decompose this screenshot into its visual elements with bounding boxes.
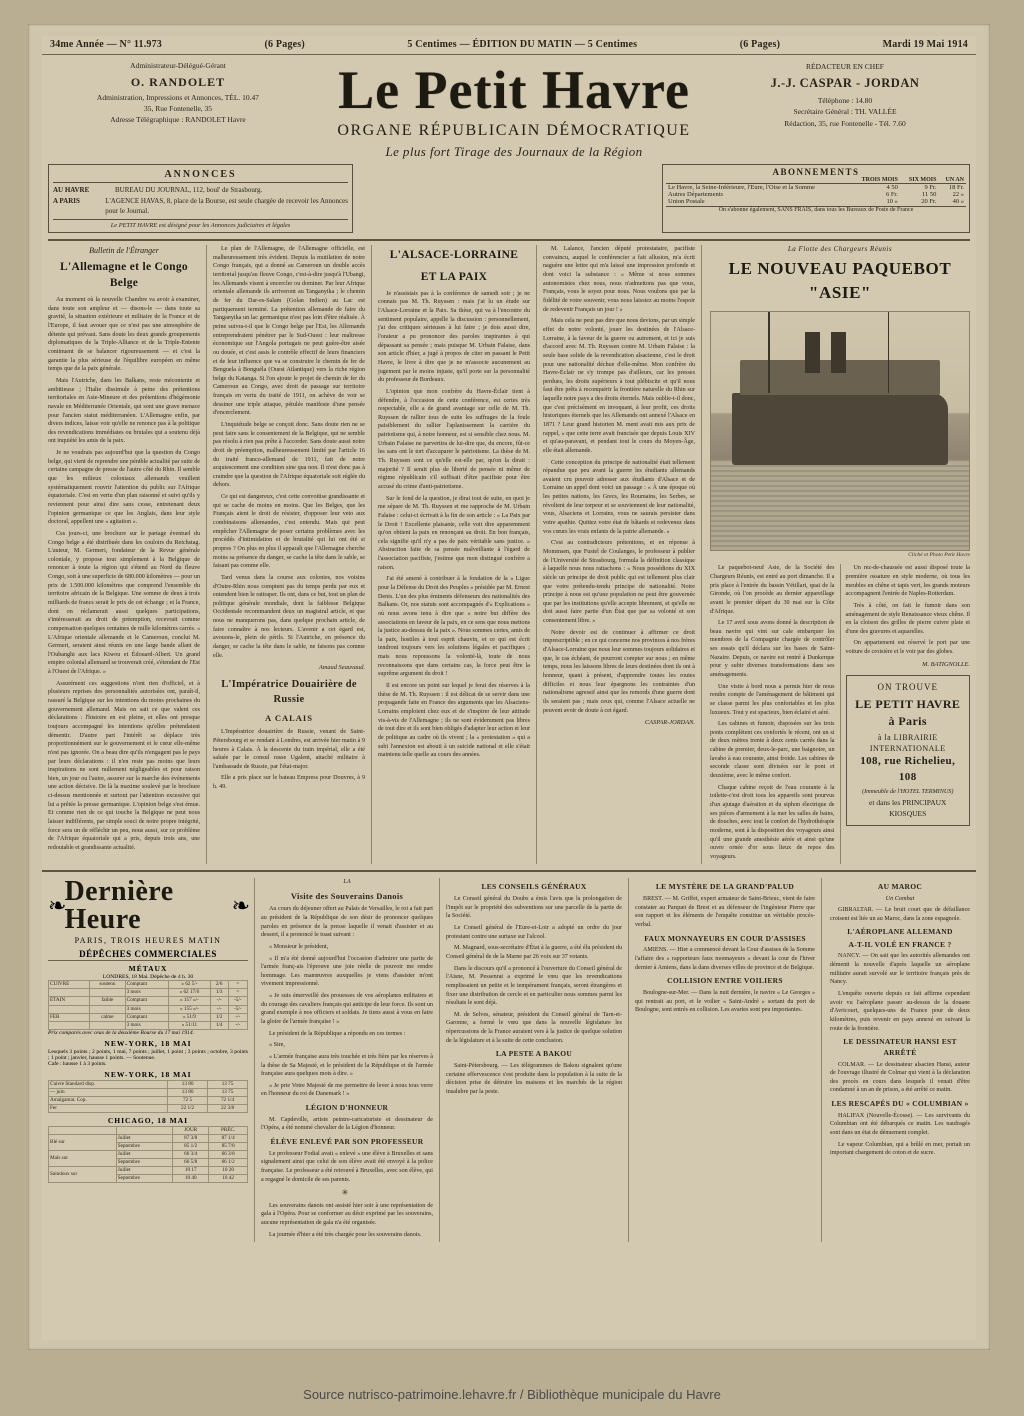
table-row xyxy=(49,997,248,1005)
ny-b: 22 3/8 xyxy=(208,1104,248,1112)
chicago-month: Juillet xyxy=(116,1134,172,1142)
chicago-a: 87 3/8 xyxy=(173,1134,209,1142)
paragraph: Un rez-de-chaussée est aussi disposé toute la première ossature en style moderne, où tous les meubles en chêne et tapis vert, les grands moteurs accompagnent l'entrée de Naples-Rotterdam. xyxy=(845,565,970,598)
paragraph: La journée d'hier a été très chargée pour les souverains danois. xyxy=(269,1231,422,1238)
table-header-row xyxy=(49,1126,248,1134)
sea-decoration xyxy=(711,465,969,551)
admin-line-1: Administration, Impressions et Annonces, TÉL. 10.47 xyxy=(96,93,260,103)
paragraph: Ce qui est dangereux, c'est cette convoitise grandissante et qui se cache de moins en moins. Que les Belges, que les Français aient le droit de résister, d'opposer leur veto aux combinaisons allemandes, c'est entendu. Mais qui peut empêcher l'Allemagne de poser certains problèmes avec les procédés d'intimidation et de brutalité qui lui ont été si propres ? On plus en plus il apparaît que l'Allemagne cherche moins sa présence du danger, se cache la tête dans le sable, se faisant pas comme elle. xyxy=(213,494,365,570)
paragraph: Les cabines et fumoir, disposées sur les trois ponts complètent ces confortés le récent, ont un si de deux mètres trente à deux cents carrés dans la cabine de premier, deux-le-parc, une baignoire, un lavabo à eau courante, ainsi froide. Les cabines de seconde classe sont divisées sur le pont et deuxième, avec le même confort. xyxy=(710,721,835,780)
metal-value: « 51/9 xyxy=(168,1013,210,1021)
abo-v-1-1: 4 50 xyxy=(886,184,898,192)
chicago-b: 66 1/2 xyxy=(209,1158,248,1166)
abonnements-title: ABONNEMENTS xyxy=(772,167,860,178)
ad-line-3: à la LIBRAIRIE INTERNATIONALE xyxy=(869,732,946,753)
chicago-month: Septembre xyxy=(116,1174,172,1182)
chicago-b: 87 1/4 xyxy=(209,1134,248,1142)
ship-funnel-icon xyxy=(805,332,820,373)
metal-hausse: 2/6 xyxy=(210,981,228,989)
grand-palud-headline: LE MYSTÈRE DE LA GRAND'PALUD xyxy=(655,882,795,892)
paragraph: Le plan de l'Allemagne, de l'Allemagne officielle, est malheureusement très évident. Depuis la mutilation de notre Congo français, qui a donné au Cameroun un double accès territorial jusqu'au fleuve Congo, c'est-à-dire jusqu'à l'Ubangi, les Allemands visent à encercler ou dominer. Par leur Afrique orientale allemande ils arriveront au Tanganyika ; le chemin de fer du Dar-es-Salam (Golan Indien) au Lac est partiquement terminé. La prétention allemande de faire du Tanganyika un lac germanique n'est pas loin d'être réalisée. À peine suivra-t-il que le Congo belge par l'Est, les Allemands entreprendraient pénétrer par le Sud-Ouest : leur maîtresse économique sur l'Angola portugais ne peut guère-être aisée ou douée, et c'est assis le contrôle effectif de leurs financiers et de leur influence que va se construire le chemin de fer de Benguela à Bonguéla (Ouest Atlantique) vers la riche région belge du Katanga. Si l'on ajoute le projet de chemin de fer du Cameroun au Congo, avec droit de passage sur territoire français en vertu du traité de 1911, on achève de voir se dessiner une triple attaque, pétulée manifeste d'une pensée d'encerclement. xyxy=(213,246,365,417)
paragraph: Cette conception du principe de nationalité était tellement répandue que peu avant la guerre les étudiants allemands avaient cru pouvoir adresser aux étudiants d'Alsace et de Lorraine un appel dont voici un passage : « À une époque où les petites nations, les Grecs, les Roumains, les Serbes, se révoltent de leur torpeur et se souviennent de leur nationalité, vous, Alsaciens et Lorrains, vous ne saurais persister dans votre apathie. Quittez votre état de bâtards et redevenez dans vos cœurs les vrais enfants de la patrie allemande. » xyxy=(543,459,695,535)
abo-v-2-2: 11 50 xyxy=(922,191,937,199)
metal-baisse: = xyxy=(228,981,247,989)
paragraph: « Je suis émerveillé des prouesses de vos aéroplanes militaires et du courage des cavaliers français qui anticipe de leur force. Ils sont un grand exemple à nos officiers et soldats. Je tiens aussi à vous en faire la gloire de l'armée française ! » xyxy=(261,993,433,1025)
chicago-header: CHICAGO, 18 MAI xyxy=(107,1115,189,1125)
paragraph: « Il m'a été donné aujourd'hui l'occasion d'admirer une partie de l'armée franç-ais l'éprouve une joie réelle de pouvoir me rendre hommage. Les manœuvres auxquelles je viens d'assister m'ont vivement impressionné. xyxy=(261,955,433,988)
chicago-a: 66 3/4 xyxy=(173,1150,209,1158)
metal-trend-blank xyxy=(90,1021,125,1029)
column-5 xyxy=(702,245,970,864)
chicago-table xyxy=(48,1126,248,1183)
ship-funnel-icon xyxy=(831,332,846,373)
ny-name: Cuivre Standard disp. xyxy=(49,1080,168,1088)
newspaper-tagline: Le plus fort Tirage des Journaux de la Région xyxy=(385,144,643,160)
admin-name: O. RANDOLET xyxy=(130,74,226,89)
ship-mast-icon xyxy=(888,311,890,393)
peste-bakou-headline: LA PESTE A BAKOU xyxy=(495,1049,573,1059)
metal-baisse: -/- xyxy=(228,1021,247,1029)
metal-name-blank xyxy=(49,1021,90,1029)
paragraph: Les souverains danois ont assisté hier soir à une représentation de gala à l'Opéra. Pour se conformer au désir exprimé par les souverains, aucune représentation de gala n'a été organisée. xyxy=(261,1202,433,1226)
depeches-header: DÉPÊCHES COMMERCIALES xyxy=(48,949,248,961)
paragraph: « Monsieur le président, xyxy=(269,943,329,950)
abo-zone-1: Le Havre, la Seine-Inférieure, l'Eure, l'Oise et la Somme xyxy=(668,184,815,192)
metal-value: « 62 17/6 xyxy=(168,989,210,997)
paragraph: Le 17 avril sous avons donné la description de beau navire qui vint sur cale embarquer les membres de la Compagnie chargée de contrôler ses essais qu'il déclara sur les bases de Saint-Nazaire. Depuis, ce navire est rentré à Dunkerque pour y subir diverses transformations dans ses aménagements. xyxy=(710,620,835,678)
annonces-title: ANNONCES xyxy=(53,167,348,183)
ship-mast-icon xyxy=(768,311,770,393)
paragraph: « Je prie Votre Majesté de me permettre de lever à nous tous verre en l'honneur du roi de Danemark ! » xyxy=(261,1082,433,1098)
maroc-subhead: Un Combat xyxy=(885,895,915,903)
table-row xyxy=(49,1096,248,1104)
paragraph: J'ai été amené à contribuer à la fondation de la « Ligue pour la Défense du Droit des Peuples » présidée par M. Ernest Denis. L'un des plus éminents défenseurs des nationalités des Balkans. Or, nos statuts sont accompagnés d'« Explications » où nous avons tenu à dire que « notre but diffère des associations en faveur de la paix, en ce sens que nous mettons la justice au-dessus de la paix ». Nous sommes certes, amis de la paix, hostiles à tout esprit chauvin, et ce qui est écrit tendront toujours vers les solutions légales et pacifiques ; mais nous repoussons la volonté-là, toute de nous reconnaissons que dans certains cas, la force peut être la suprême argument du droit ! xyxy=(378,576,530,678)
chicago-col-2: PRÉC. xyxy=(209,1126,248,1134)
annonces-box xyxy=(48,164,353,233)
faux-monnayeurs-headline: FAUX MONNAYEURS EN COUR D'ASSISES xyxy=(644,933,806,943)
table-row xyxy=(49,981,248,989)
annonces-row xyxy=(53,185,348,196)
paragraph: Chaque cabine reçoit de l'eau courante à la toilette-c'est droit tous les appareils sont pourvus d'un ajutage d'aération et du siphon électrique de ses pièces d'armement à la mer les salles de bains, de douches, avec tout le confort de l'hydrothérapie moderne, sont à la disposition des voyageurs ainsi qu'il une grande anesthésie aérée et ainsi qu'une ouvre ornée d'or sous lieux de repos des voyageurs. xyxy=(710,784,835,860)
column-maroc xyxy=(822,878,970,1242)
chicago-col-0 xyxy=(49,1126,117,1134)
abo-v-1-2: 9 Fr. xyxy=(924,184,937,192)
star-separator-icon: ✳ xyxy=(341,1188,353,1198)
paragraph: Elle a pris place sur le bateau Empress pour Douvres, à 9 h. 49. xyxy=(213,775,365,791)
paper-inner xyxy=(42,36,976,1340)
ny-a: 13 80 xyxy=(168,1080,208,1088)
pages-left: (6 Pages) xyxy=(264,39,305,50)
paragraph: Notre devoir est de continuer à affirmer ce droit imprescriptible ; en ce qui concerne nos provinces à nos frères d'Alsace-Lorraine que nous leur sommes toujours solidaires et que, le cas échéant, de pourront compter sur nous ; en même temps, nous les laissons libres de leurs destinées dont ils ont à honneur, quant à présent, d'apprendre toutes les routes difficiles et nous leur épargnons les contraintes d'un nationalisme agressif ainsi que les remords d'une guerre dont ils seraient pas ; mais ceux qui, comme l'Alsace actuelle ne peuvent avoir de doute à cet égard. xyxy=(543,629,695,714)
leaf-ornament-icon: ❧ xyxy=(231,893,248,919)
souverains-headline: Visite des Souverains Danois xyxy=(290,891,404,902)
photo-kicker: La Flotte des Chargeurs Réunis xyxy=(787,245,893,254)
metaux-table xyxy=(48,980,248,1029)
ny-a: 22 1/2 xyxy=(168,1104,208,1112)
metal-name: FER xyxy=(49,1013,90,1021)
table-row xyxy=(49,1134,248,1142)
admin-line-2: 35, Rue Fontenelle, 35 xyxy=(143,104,213,114)
chicago-a: 85 1/2 xyxy=(173,1142,209,1150)
masthead xyxy=(42,55,976,162)
table-row xyxy=(49,1013,248,1021)
metal-hausse: -/- xyxy=(210,1005,228,1013)
chief-line-3: Rédaction, 35, rue Fontenelle - Tél. 7.60 xyxy=(784,118,906,128)
abo-col-1: TROIS MOIS xyxy=(851,177,900,184)
souverains-kicker: LA xyxy=(343,878,351,886)
table-row xyxy=(49,1166,248,1174)
ny-name: Fer xyxy=(49,1104,168,1112)
paragraph: Je n'assistais pas à la conférence de samedi soir ; je ne connais pas M. Th. Ruyssen : mais j'ai lu un étude sur l'Alsace-Lorraine et la Paix. Sa thèse, qui va à l'encontre du sentiment populaire, appelle la discussion : personnellement, j'ai des critiques sérieuses à lui faire ; je dois aussi dire, l'orateur a pu prononcer des paroles inspirantes à qui dépassant sa pensée ; mais puisque M. Urbain Falaise, dans son article d'hier, a jugé à propos de citer en passant le Petit Havre, le livre à dire que je ne m'associe aucunement au jugement par le moins injuste, qu'il porte sur la personnalité du professeur de Bordeaux. xyxy=(378,290,530,384)
paragraph: L'inquiétude belge se conçoit donc. Sans doute rien ne se peut faire sans le consentement de la Belgique, qui ne semble pas résolu à rien pas prête à l'accorder. Sans doute aussi notre droit de préemption, malheureusement limité par l'article 16 du traité franco-allemand de 1911, fait de notre acquiescement une condition sine qua non. Il n'est donc pas à craindre que la question de l'Afrique équatoriale soit réglée du dehors. xyxy=(213,422,365,489)
table-row xyxy=(49,1150,248,1158)
column-2 xyxy=(207,245,372,864)
metal-trend-blank xyxy=(90,1005,125,1013)
newspaper-subtitle: ORGANE RÉPUBLICAIN DÉMOCRATIQUE xyxy=(337,122,691,140)
metal-baisse: -5/- xyxy=(228,997,247,1005)
table-row xyxy=(666,191,966,198)
metaux-note: LONDRES, 18 Mai. Dépêche de 4 h. 30 xyxy=(102,974,194,981)
metal-hausse: 1/2 xyxy=(210,1013,228,1021)
paragraph: L'opinion que mon confrère du Havre-Éclair tient à défendre, à l'occasion de cette conférence, est certes très respectable, elle a de grand avantage sur celle de M. Th. Ruyssen de rallier tous de suite les suffrages de la foule paisiblement du rallier l'aplanissement la carrière du patriotisme qui, à notre honneur, est si sensible chez nous. M. Urbain Falaise ne parvertira de lui-dire que, du encore, fût-ce les sans ont le tort d'accaparer le patriotisme. La thèse de M. Th. Ruyssen sont ce qu'elle est-elle par, qu'on la dirait : majorité ? Il serait plus de liberté de pensée ni même de régime républicain s'il suffisait d'être pacifiste pour être accusé du crime d'anti-patriotisme. xyxy=(378,388,530,490)
abo-v-1-3: 18 Fr. xyxy=(948,184,964,192)
paragraph: M. Lalance, l'ancien député protestataire, pacifiste convaincu, auquel le conférencier a fait allusion, m'a écrit naguère une lettre qui m'a laissé une impression profonde et dont voici la substance : « Même si nous sommes autonomistes chez nous, nous n'admettons pas que vous, Français, vous le soyez pour nous. Nous voulons que par la fidélité de votre souvenir, vous nous laissiez au moins l'espoir de redevenir Français un jour ! » xyxy=(543,246,695,313)
metal-term: 3 mois xyxy=(125,989,168,997)
table-row xyxy=(49,1088,248,1096)
derniere-heure-subtitle: PARIS, TROIS HEURES MATIN xyxy=(74,936,222,946)
photo-credit: Cliché et Photo Petit Havre xyxy=(908,552,970,559)
article-headline-allemagne: L'Allemagne et le Congo Belge xyxy=(60,260,188,289)
metal-value: « 157 «/- xyxy=(168,997,210,1005)
paragraph: BREST. — M. Griffet, expert armateur de Saint-Brieuc, vient de faire constater au Parquet de Brest et au défenseur de l'ingénieur Pierre que son rapport et les éléments de l'enquête constitue un véritable procès-verbal. xyxy=(635,896,815,929)
chicago-a: 66 5/8 xyxy=(173,1158,209,1166)
metal-term: 3 mois xyxy=(125,1021,168,1029)
ny2-header: NEW-YORK, 18 MAI xyxy=(104,1069,192,1079)
metal-trend-blank xyxy=(90,989,125,997)
paragraph: Je ne voudrais pas aujourd'hui que la question du Congo belge, qui vient de reprendre une pénible actualité par suite de certaine campagne de presse de l'autre côté du Rhin. Il semble que les milieux coloniaux allemands veuillent systématiquement rouvrir l'attention du public sur l'Afrique équatoriale. C'est en vertu d'un plan raisonné et suivi qu'ils y reviennent pour ainsi dire sans cesse, entretenant deux l'opinion germanique ce que les Anglais, dans leur style doctoral, appellent une « agitation ». xyxy=(48,450,200,526)
paragraph: Tard venus dans la course aux colonies, nos voisins d'Outre-Rhin nous comptent pas du temps perdu par eux et entendent bien le rattraper. Ils ont, dans ce but, tout un plan de politique générale mondiale, dont la faiblesse Belgique Occidentale recommandent deux un magistral article, et que nous ne manquerons pas, dans quelque prochain article, de faire connaître à nos lecteurs. L'avenir a cet égard est, avouons-le, plein de périls. Si l'Autriche, en présence du danger, se cache la tête dans le sable, ne faisons pas comme elle. xyxy=(213,574,365,659)
masthead-left-block xyxy=(48,61,308,160)
newspaper-page xyxy=(28,24,990,1350)
ny-a: 13 80 xyxy=(168,1088,208,1096)
paragraph: Ces jours-ci, une brochure sur le partage éventuel du Congo belge a été distribuée dans les couloirs du Reichstag. L'auteur, M. Germeri, fondateur de la Revue générale coloniale, y propose tout simplement à la Belgique de renoncer à toute la région qui s'étend au Nord du fleuve Congo, soit à une superficie de 680.000 kilomètres — pour un prix de 1.500.000 kilomètres que comprend l'ensemble du territoire africain de la Belgique. Une somme de deux à trois milliards de francs serait le prix de cet échange ; et la France, dont on réclamerait aussi quelques participations, s'intéresserait au droit de préemption, recevrait comme compensation quelques centaines de mille kilomètres carrés. « L'Afrique orientale allemande et le Cameroun, conclut M. Germeri, seraient ainsi réunis en une large bande allant de l'Oubanghi aux lacs Kiwou et Édouard-Albert. Un grand empire colonial allemand se trouverait créé, s'étendant de l'Est à l'Ouest de l'Afrique. » xyxy=(48,530,200,676)
paragraph: Il est encore un point sur lequel je ferai des réserves à la thèse de M. Th. Ruyssen : il est délicat de se servir dans une propagande faite en France des arguments que les Alsaciens-Lorrains emploient chez eux et de s'inspirer de leur attitude vis-à-vis de l'Allemagne ; ils ne sont évidemment pas libres de tout dire et ils sont bien obligés d'adapter leur action et leur de politique au cadre où ils vivent ; la « protestation » qui a subi l'annexion est abouti à un suicide national et elle s'était maintenu telle quelle au cours des années. xyxy=(378,683,530,759)
table-row xyxy=(49,1080,248,1088)
paragraph: Le Conseil général du Doubs a émis l'avis que la prolongation de l'impôt sur le propriété des subventions sur une parcelle de la partie de la Société. xyxy=(446,896,622,920)
chief-label: RÉDACTEUR EN CHEF xyxy=(806,62,884,71)
metal-name: ÉTAIN xyxy=(49,997,90,1005)
metal-baisse: -/- xyxy=(228,1013,247,1021)
ship-hull xyxy=(732,393,949,464)
chicago-a: 10 17 xyxy=(173,1166,209,1174)
table-row xyxy=(49,1104,248,1112)
ny-name: — juin xyxy=(49,1088,168,1096)
abo-col-3: UN AN xyxy=(938,177,966,184)
main-body xyxy=(42,241,976,864)
source-attribution: Source nutrisco-patrimoine.lehavre.fr / Bibliothèque municipale du Havre xyxy=(303,1387,721,1402)
metal-name-blank xyxy=(49,989,90,997)
ad-line-6: et dans les PRINCIPAUX KIOSQUES xyxy=(869,798,947,819)
metal-value: « 62 5/- xyxy=(168,981,210,989)
abo-col-2: SIX MOIS xyxy=(900,177,939,184)
leaf-ornament-icon: ❧ xyxy=(48,893,65,919)
paquebot-photo xyxy=(710,311,970,551)
metal-trend: soutenu xyxy=(90,981,125,989)
table-row xyxy=(666,198,966,205)
paragraph: COLMAR. — Le dessinateur alsacien Hansi, auteur de l'ouvrage illustré de Colmar qui vient à la déclaration des procès en cours dans lesquels il venait d'être condamné à un an de prison, a été arrêté ce matin. xyxy=(830,1061,970,1094)
column-faits-divers xyxy=(629,878,822,1242)
paragraph: C'est au contradicteurs prétentions, et en réponse à Mommsen, que Fustel de Coulanges, le professeur à publier de l'Université de Strasbourg, formula la définition classique à laquelle nous nous rattachons : « Nous possédions du XIX siècle un principe de droit public qui est tellement plus clair que votre prétendu-tendu principe de nationalité. Notre principe à nous est qu'une population ne peut être gouvernée que par les institutions qu'elle accepte librement, et qu'elle ne doit aussi faire partie d'un État que par sa volonté et son consentement libre. » xyxy=(543,540,695,625)
admin-role: Administrateur-Délégué-Gérant xyxy=(130,61,226,70)
aeroplane-subhead: A-T-IL VOLÉ EN FRANCE ? xyxy=(848,939,952,949)
maroc-headline: AU MAROC xyxy=(877,882,923,892)
article-headline-alsace-2: ET LA PAIX xyxy=(420,270,488,283)
abo-v-3-1: 10 » xyxy=(886,198,898,206)
eleve-headline: ÉLÈVE ENLEVÉ PAR SON PROFESSEUR xyxy=(270,1137,424,1147)
article-subhead-calais: A CALAIS xyxy=(265,713,313,724)
paragraph: Très à côté, on fait le fumoir dans son aménagement de style Renaissance vieux chêne. Il en la cloison des grilles de pierre cuivre plate et d'une des gravures et aquarelles. xyxy=(845,602,970,635)
price-line: 5 Centimes — ÉDITION DU MATIN — 5 Centimes xyxy=(407,39,638,50)
table-row xyxy=(49,989,248,997)
annonces-place-2: A PARIS xyxy=(53,196,80,205)
paragraph: On appartement est réservé le port par une voiture de croisière et le voir par des globes. xyxy=(845,640,970,656)
derniere-heure-column xyxy=(48,878,255,1242)
paragraph: HALIFAX (Nouvelle-Écosse). — Les survivants du Columbian ont été débarqués ce matin. Les naufragés sont dans un état de dénuement complet. xyxy=(830,1112,970,1136)
chicago-name: Blé sur xyxy=(49,1134,117,1150)
ny-b: 72 1/4 xyxy=(208,1096,248,1104)
paragraph: Saint-Pétersbourg. — Les télégrammes de Bakou signalent qu'une certaine effervescence s'est produite dans la population à la suite de la décision prise de détruire les maisons et les marchés de la région insalubre par la peste. xyxy=(446,1062,622,1095)
chicago-b: 10 42 xyxy=(209,1174,248,1182)
paragraph: AMIENS. — Hier a commencé devant la Cour d'assises de la Somme l'affaire des « rapporteurs faux monnayeurs » devant la cour de l'hiver dernier à Amiens, dans la dans diverses villes de province et de Belgique. xyxy=(635,947,815,971)
metal-name-blank xyxy=(49,1005,90,1013)
chief-line-2: Secrétaire Général : TH. VALLÉE xyxy=(793,107,897,117)
paragraph: Dans le discours qu'il a prononcé à l'ouverture du Conseil général de l'Aisne, M. Pessenrat a exprimé le vœu que les revendications remplissaient un petite et le tempérament français, seront étrangères et fixer une distribution de cercle et en particulier nous sommes parmi les résultats le sont déjà. xyxy=(446,965,622,1007)
columbian-headline: LES RESCAPÉS DU « COLUMBIAN » xyxy=(831,1099,969,1109)
article-signature: Amaud Seauvaud. xyxy=(318,664,365,672)
ny-note: Lesquels 3 points ; 2 points, 1 mai, 7 points ; juillet, 1 point ; 3 points ; octobre, 3 points ; 1 point ; janvier, hausse 1 points. — Soutenue. xyxy=(48,1048,248,1061)
chicago-month: Septembre xyxy=(116,1158,172,1166)
chicago-month: Juillet xyxy=(116,1150,172,1158)
top-masthead-line xyxy=(42,36,976,55)
annonces-text-2: L'AGENCE HAVAS, 8, place de la Bourse, est seule chargée de recevoir les Annonces pour le Journal. xyxy=(105,196,348,216)
chicago-col-1: JOUR xyxy=(173,1126,209,1134)
ny-table xyxy=(48,1080,248,1113)
chicago-a: 10 40 xyxy=(173,1174,209,1182)
aeroplane-headline: L'AÉROPLANE ALLEMAND xyxy=(847,927,953,937)
column-1 xyxy=(48,245,207,864)
paragraph: M. Capdeville, artiste peintre-caricaturiste et dessinateur de l'Opéra, a été nommé chevalier de la Légion d'honneur. xyxy=(261,1116,433,1132)
ad-line-5: (Immeuble de l'HOTEL TERMINUS) xyxy=(862,787,954,795)
conseils-generaux-headline: LES CONSEILS GÉNÉRAUX xyxy=(481,882,587,892)
column-3 xyxy=(372,245,537,864)
column-conseils-generaux xyxy=(440,878,629,1242)
article-headline-alsace-1: L'ALSACE-LORRAINE xyxy=(389,249,519,262)
paragraph: Au cours du déjeuner offert au Palais de Versailles, le roi a fait part au président de la République de son désir de prononcer quelques paroles en présence de la presse laquelle il venait d'assister et au dessert, il a prononcé le toast suivant : xyxy=(261,906,433,939)
metal-trend: faible xyxy=(90,997,125,1005)
ny-note-2: Cafe : hausse 1 à 3 points. xyxy=(48,1060,107,1067)
chicago-b: 66 3/8 xyxy=(209,1150,248,1158)
metaux-compare-note: Prix comparés avec ceux de la deuxième Bourse du 17 mai 1914. xyxy=(48,1029,195,1036)
masthead-boxes xyxy=(42,162,976,237)
annonces-text-1: BUREAU DU JOURNAL, 112, boul' de Strasbourg. xyxy=(115,186,263,195)
paragraph: NANCY. — On sait que les autorités allemandes ont démenti la nouvelle d'après laquelle un aéroplane militaire aurait survolé sur le territoire français près de Nancy. xyxy=(830,953,970,986)
paragraph: L'enquête ouverte depuis ce fait affirme cependant avoir vu l'aéroplane passer au-dessus de la douane d'Avricourt, quelques-uns de France pour de deux kilomètres, puis revenir en pays annexé en suivant la route de la frontière. xyxy=(830,991,970,1032)
abo-v-2-3: 22 » xyxy=(952,191,964,199)
metal-hausse: -/- xyxy=(210,997,228,1005)
admin-line-3: Adresse Télégraphique : RANDOLET Havre xyxy=(110,115,246,125)
metal-term: Comptant xyxy=(125,997,168,1005)
paragraph: Boulogne-sur-Mer. — Dans la nuit dernière, le navire « Le Georges » qui rentrait au port, et le voilier « Saint-André » sortant du port de Boulogne, sont entrés en collision. Les avaries sont peu importantes. xyxy=(635,989,815,1014)
photo-headline: LE NOUVEAU PAQUEBOT "ASIE" xyxy=(728,259,952,303)
collision-voiliers-headline: COLLISION ENTRE VOILIERS xyxy=(667,976,783,986)
paragraph: GIBRALTAR. — Le bruit court que de défaillance croisent est liée un au Maroc, dans la zone espagnole. xyxy=(830,906,970,922)
ny-header: NEW-YORK, 18 MAI xyxy=(104,1038,192,1048)
masthead-center xyxy=(308,61,720,160)
abo-zone-2: Autres Départements xyxy=(668,191,724,199)
article-headline-imperatrice: L'Impératrice Douairière de Russie xyxy=(221,679,357,706)
metal-value: « 51/11 xyxy=(168,1021,210,1029)
chicago-name: Maïs sur xyxy=(49,1150,117,1166)
advertisement-box xyxy=(846,675,971,826)
paragraph: Sur le fond de la question, je dirai tout de suite, en quoi je me sépare de M. Th. Ruyssen et me rapproche de M. Urbain Falaise : celui-ci écrivait à la fin de son article : « La Paix par le Droit ! Excellente plaisante, celle voit dire apparemment qu'on obtient la paix en renonçant au droit. En bon français, cela signifie qu'il n'y a pas de paix véritable sans justice. » Abstraction faite de sa pensée malveillante à l'égard de l'association pacifiste, j'estime que mon distingué confrère a raison. xyxy=(378,495,530,571)
column-4 xyxy=(537,245,702,864)
edition-number: 34me Année — N° 11.973 xyxy=(50,39,163,50)
abo-v-3-3: 40 » xyxy=(952,198,964,206)
paragraph: Le Conseil général de l'Eure-et-Loir a adopté un ordre du jour protestant contre une surtaxe sur l'alcool. xyxy=(446,925,622,940)
chicago-col-blank xyxy=(116,1126,172,1134)
abonnements-foot: On s'abonne également, SANS FRAIS, dans tous les Bureaux de Poste de France xyxy=(666,206,966,213)
metal-baisse: -5/- xyxy=(228,1005,247,1013)
paragraph: « L'armée française aura très touchée et très fière par les réserves à la thèse de Sa Majesté, et le président de la République et de l'armée française aura quelques mots à dire. » xyxy=(261,1053,433,1078)
metal-hausse: 1/4 xyxy=(210,1021,228,1029)
bulletin-kicker: Bulletin de l'Étranger xyxy=(89,246,159,256)
metal-baisse: = xyxy=(228,989,247,997)
annonces-note: Le PETIT HAVRE est désigné pour les Annonces judiciaires et légales xyxy=(53,219,348,231)
chicago-name: Saindoux sur xyxy=(49,1166,117,1182)
paragraph: M. de Selves, sénateur, président du Conseil général de Tarn-et-Garonne, a formé le vœu que dans la nouvelle législature les répercussions de la France auraient vers à la justice de quelque solution de la législature et à la suite de cette conclusion. xyxy=(446,1011,622,1044)
abonnements-box xyxy=(662,164,970,233)
lower-section xyxy=(42,870,976,1242)
abo-zone-3: Union Postale xyxy=(668,198,705,206)
article-signature: M. BATIGNOLLE. xyxy=(922,660,970,668)
metal-term: 3 mois xyxy=(125,1005,168,1013)
paragraph: Le paquebot-neuf Asie, de la Société des Chargeurs Réunis, est entré au port dimanche. Il a pris place à l'entrée du bassin Vétillart, quai de la Gironde, où l'on procède au dernier appareillage avant le premier départ du 30 mai sur la Côte d'Afrique. xyxy=(710,565,835,615)
issue-date: Mardi 19 Mai 1914 xyxy=(882,39,968,50)
article-signature: CASPAR-JORDAN. xyxy=(644,719,695,727)
legion-honneur-headline: LÉGION D'HONNEUR xyxy=(305,1103,389,1113)
metaux-header: MÉTAUX xyxy=(128,964,168,974)
chicago-b: 85 7/8 xyxy=(209,1142,248,1150)
metal-value: « 155 «/- xyxy=(168,1005,210,1013)
masthead-right-block xyxy=(720,61,970,160)
abo-v-2-1: 6 Fr. xyxy=(885,191,898,199)
chief-name: J.-J. CASPAR - JORDAN xyxy=(770,76,920,91)
metal-hausse: 1/3 xyxy=(210,989,228,997)
paragraph: L'Impératrice douairière de Russie, venant de Saint-Pétersbourg et se rendant à Londres, est arrivée hier matin à 9 heures à Calais. À la descente du train impérial, elle a été saluée par le consul russe Ugalent, attaché militaire à l'ambassade de Russie, par l'état-major. xyxy=(213,729,365,770)
abo-v-3-2: 20 Fr. xyxy=(921,198,937,206)
metal-trend: calme xyxy=(90,1013,125,1021)
column-souverains-danois xyxy=(255,878,440,1242)
chicago-month: Septembre xyxy=(116,1142,172,1150)
ad-line-1: ON TROUVE xyxy=(877,681,939,692)
ny-a: 72 5 xyxy=(168,1096,208,1104)
chicago-month: Juillet xyxy=(116,1166,172,1174)
hansi-headline: LE DESSINATEUR HANSI EST ARRÊTÉ xyxy=(843,1037,957,1057)
paragraph: « Sire, xyxy=(269,1042,285,1049)
newspaper-title: Le Petit Havre xyxy=(338,60,690,120)
paragraph: Le vapeur Columbian, qui a brûlé en mer, portait un important chargement de coton et de sucre. xyxy=(830,1141,970,1157)
paragraph: Assurément ces suggestions n'ont rien d'officiel, et à plusieurs reprises des personnalités autorisées ont, paraît-il, rassuré la Belgique sur les intentions du moins prochaines du gouvernement allemand. Mais on sait ce que valent ces déclarations : l'histoire en est pleine, et elles ont presque toujours accompagné les intentions qu'elles prétendaient démentir. D'autre part l'intérêt se déplace très proportionnément sur le gouvernement et le cœur elle-même n'est pas ignorée. On a beau dire qu'ils n'engagent pas le pays par leurs déclarations : il n'en reste pas moins que leurs inspirations ne sont nullement négligeables et pour raison bien, un jour ou l'autre, assurer sur la marche des événements une action décisive. De là la maxime soulevé par le brochure ci-dessus mentionnée et surtout par l'attention excessive qui lui a prêtée la presse germanique. L'opinion belge s'est émue. Et comme rien de ce qui touche la Belgique ne peut nous laisser indifférents, par simple souci de notre propre intégrité, force sera un de réfléchir un peu, nous aussi, sur ce problème de l'Afrique équatoriale qui a pris, depuis trois ans, une redoutable et grandissante actualité. xyxy=(48,680,200,851)
table-row xyxy=(49,1021,248,1029)
metal-term: Comptant xyxy=(125,1013,168,1021)
paragraph: Une visite à bord nous a permis hier de nous rendre compte de l'aménagement de bâtiment qui se classe parmi les plus confortables et les plus luxueux. Tout y est spacieux, bien éclairé et aéré. xyxy=(710,683,835,716)
paragraph: Au moment où la nouvelle Chambre va avoir à examiner, dans toute son ampleur et — disons-le — dans toute sa gravité, la situation extérieure et militaire de la France et de l'Europe, il faut avouer que ce n'est pas une atmosphère de détente qui prévaut. Sans doute les deux grands groupements diplomatiques de la Triple-Alliance et de la Triple-Entente continuent de se balancer rigoureusement — et c'est la garantie la plus sérieuse de l'équilibre européen en même temps que de la paix générale. xyxy=(48,297,200,373)
table-row xyxy=(49,1005,248,1013)
annonces-place-1: AU HAVRE xyxy=(53,186,90,195)
metal-name: CUIVRE xyxy=(49,981,90,989)
abonnements-table xyxy=(666,177,966,205)
paragraph: M. Magnard, sous-secrétaire d'État à la guerre, a été élu président du Conseil général de de la Marne par 26 voix sur 37 votants. xyxy=(446,945,622,960)
table-row xyxy=(666,184,966,192)
ny-b: 13 75 xyxy=(208,1088,248,1096)
paragraph: Le professeur Fodial avait « enlevé » une élève à Bruxelles et sans signalement ainsi que celui de son élève avait été envoyé à la police française. Le professeur a été retrouvé à Bruxelles, avec son élève, qui a regagné le domicile de ses parents. xyxy=(261,1150,433,1183)
ny-name: Amalgamat. Cop. xyxy=(49,1096,168,1104)
annonces-row xyxy=(53,196,348,217)
paragraph: Mais l'Autriche, dans les Balkans, reste mécontente et ambitieuse ; l'Italie dissimule à peine des prétentions territoriales en Asie-Mineure et des prétentions d'hégémonie navale en Méditerranée Orientale, qui sont une grave menace pour l'ancien statut méditerranéen. L'Allemagne enfin, par divers indices, laisse voir qu'elle ne renonce pas à la politique des revendications immédiates ou brutales qui a soutenu déjà ont inquiété les amis de la paix. xyxy=(48,377,200,445)
derniere-heure-title: Dernière Heure xyxy=(64,876,174,936)
paragraph: Le président de la République a répondu en ces termes : xyxy=(269,1030,406,1037)
ny-b: 13 75 xyxy=(208,1080,248,1088)
ad-line-2: LE PETIT HAVRE à Paris xyxy=(855,696,961,728)
metal-term: Comptant xyxy=(125,981,168,989)
chicago-b: 10 20 xyxy=(209,1166,248,1174)
chief-line-1: Téléphone : 14.80 xyxy=(817,96,873,105)
paragraph: Mais cela ne peut pas dire que nous devions, par un simple effet de notre volonté, jouer les destinées de l'Alsace-Lorraine, à la faveur de la guerre ou autrement, et ici je suis d'accord avec M. Th. Ruyssen contre M. Urbain Falaise : la seule base solide de la revendication alsacienne, c'est le droit pour une nationalité déchue d'elle-même. Mon confrère du Havre-Éclair ne s'y trompe pas d'ailleurs, car les presses perdues, les droits supérieurs à tout plébiscite et qu'il nous faut être prêts à reconquérir la frontière naturelle du Rhin sur laquelle notre pays a des droits éternels. Mais oublie-t-il donc, que c'est précisément en invoquant, à leur profit, ces droits historiques éternels que les Allemands ont annexé l'Alsace en 1871 ? Leur grand historien M. ment avait mis aux prix de rappel, « que cette terre avait francisée que depuis Louis XIV et qu'au-paravant, et pendant tout le cours du Moyen-Âge, elle était allemande. xyxy=(543,318,695,454)
pages-right: (6 Pages) xyxy=(739,39,781,50)
ad-line-4: 108, rue Richelieu, 108 xyxy=(860,755,956,783)
